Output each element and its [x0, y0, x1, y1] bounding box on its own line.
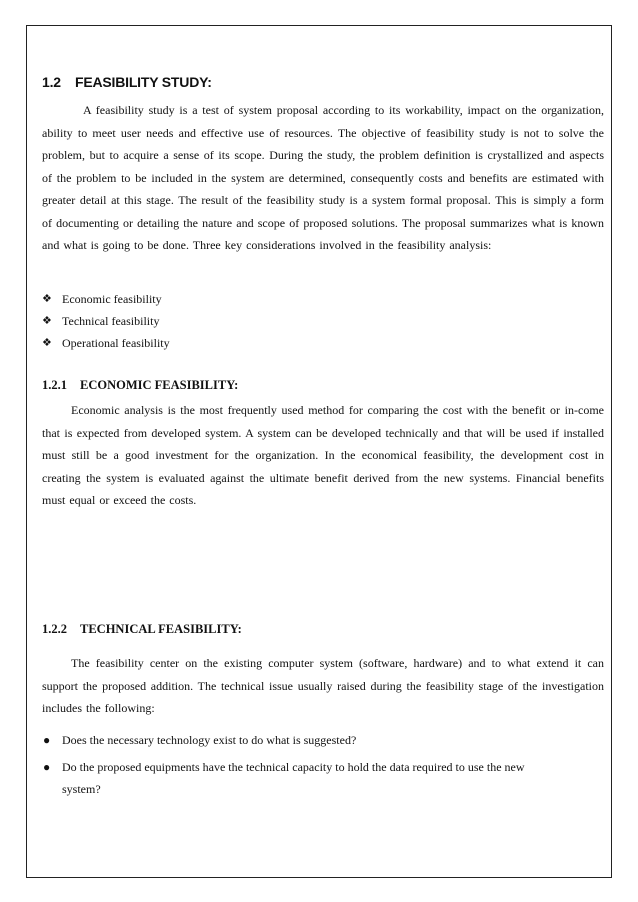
- section-heading-feasibility-study: [42, 74, 604, 90]
- section-number: 1.2.1: [42, 378, 67, 392]
- section-title: FEASIBILITY STUDY:: [75, 74, 212, 90]
- section-heading-economic-feasibility: [42, 378, 604, 393]
- list-item: ❖ Technical feasibility: [42, 310, 604, 332]
- list-item: ❖ Economic feasibility: [42, 288, 604, 310]
- feasibility-considerations-list: [42, 288, 604, 354]
- dot-bullet-icon: ●: [43, 760, 51, 774]
- diamond-bullet-icon: ❖: [42, 337, 52, 349]
- section-title: ECONOMIC FEASIBILITY:: [80, 378, 239, 392]
- list-item: ● Does the necessary technology exist to do what is suggested?: [42, 729, 604, 751]
- economic-paragraph: Economic analysis is the most frequently used method for comparing the cost with the benefit or in-come that is expected from developed system. A system can be developed technically and that will be used if installed must still be a good investment for the organization. In the economical feasibility, the development cost in creating the system is evaluated against the ultimate benefit derived from the new systems. Financial benefits must equal or exceed the costs.: [42, 403, 604, 507]
- diamond-bullet-icon: ❖: [42, 315, 52, 327]
- list-item: ❖ Operational feasibility: [42, 332, 604, 354]
- section-number: 1.2: [42, 74, 61, 90]
- feasibility-paragraph: A feasibility study is a test of system proposal according to its workability, impact on the organization, ability to meet user needs and effective use of resources. The objective of feasibility study is not to solve the problem, but to acquire a sense of its scope. During the study, the problem definition is crystallized and aspects of the problem to be included in the system are determined, consequently costs and benefits are estimated with greater detail at this stage. The result of the feasibility study is a system formal proposal. This is simply a form of documenting or detailing the nature and scope of proposed solutions. The proposal summarizes what is known and what is going to be done. Three key considerations involved in the feasibility analysis:: [42, 103, 604, 252]
- technical-paragraph: The feasibility center on the existing computer system (software, hardware) and to what extend it can support the proposed addition. The technical issue usually raised during the feasibility stage of the investigation includes the following:: [42, 656, 604, 715]
- dot-bullet-icon: ●: [43, 733, 51, 747]
- list-item: ● Do the proposed equipments have the technical capacity to hold the data required to use the new system?: [42, 756, 604, 800]
- section-number: 1.2.2: [42, 622, 67, 636]
- section-heading-technical-feasibility: [42, 622, 604, 637]
- diamond-bullet-icon: ❖: [42, 293, 52, 305]
- technical-issues-list: [42, 729, 604, 805]
- section-title: TECHNICAL FEASIBILITY:: [80, 622, 242, 636]
